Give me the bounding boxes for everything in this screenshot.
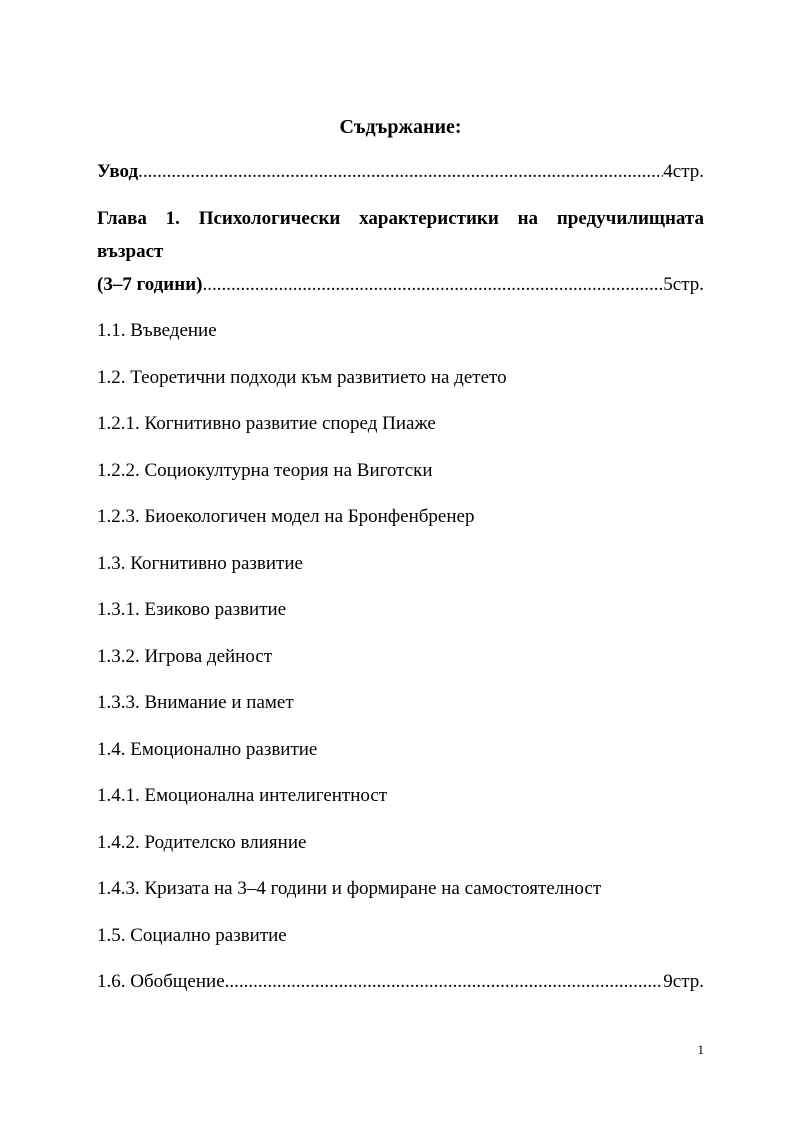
toc-entry-1-4-3: 1.4.3. Кризата на 3–4 години и формиране на самостоятелност — [97, 878, 602, 899]
toc-entry-page: 9стр. — [663, 971, 704, 992]
toc-entry-1-1: 1.1. Въведение — [97, 320, 217, 341]
toc-entry-label: (3–7 години) — [97, 273, 203, 295]
table-of-contents — [97, 111, 704, 1012]
dot-leader — [225, 965, 664, 998]
toc-entry-1-2-2: 1.2.2. Социокултурна теория на Виготски — [97, 459, 433, 481]
toc-entry-1-3: 1.3. Когнитивно развитие — [97, 552, 303, 574]
toc-entry-label: 1.6. Обобщение — [97, 971, 225, 992]
toc-entry-chapter-1 — [97, 202, 704, 301]
toc-entry-1-5: 1.5. Социално развитие — [97, 924, 287, 946]
toc-title: Съдържание: — [339, 116, 462, 138]
toc-entry-label: Увод — [97, 161, 139, 182]
toc-entry-1-2-1: 1.2.1. Когнитивно развитие според Пиаже — [97, 413, 436, 434]
toc-entry-uvod — [97, 155, 704, 188]
toc-entry-1-3-1: 1.3.1. Езиково развитие — [97, 599, 287, 620]
chapter-title-line: Глава 1. Психологически характеристики на предучилищната възраст — [97, 207, 704, 262]
toc-entry-1-2-3: 1.2.3. Биоекологичен модел на Бронфенбренер — [97, 506, 475, 527]
chapter-subtitle-line — [97, 268, 704, 301]
toc-entry-page: 4стр. — [663, 161, 704, 182]
toc-entry-1-4-1: 1.4.1. Емоционална интелигентност — [97, 785, 388, 806]
dot-leader — [202, 268, 663, 301]
toc-entry-1-4-2: 1.4.2. Родителско влияние — [97, 831, 307, 853]
toc-entry-1-6 — [97, 965, 704, 998]
dot-leader — [138, 155, 663, 188]
toc-entry-1-3-2: 1.3.2. Игрова дейност — [97, 645, 273, 667]
toc-entry-page: 5стр. — [663, 273, 704, 295]
toc-entry-1-4: 1.4. Емоционално развитие — [97, 738, 318, 760]
toc-entry-1-2: 1.2. Теоретични подходи към развитието на детето — [97, 366, 507, 388]
toc-entry-1-3-3: 1.3.3. Внимание и памет — [97, 692, 294, 713]
page-number: 1 — [697, 1042, 704, 1057]
